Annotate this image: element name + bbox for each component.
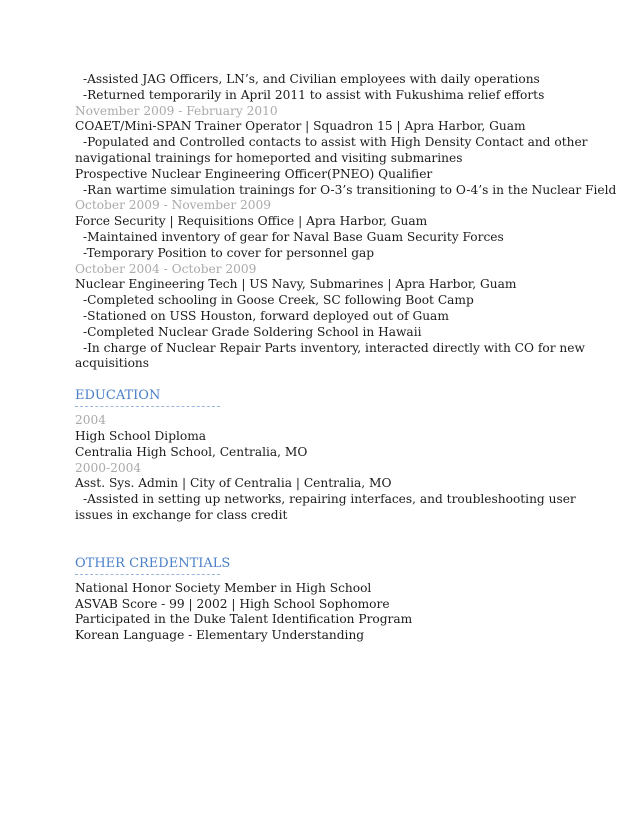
credential-item: Korean Language - Elementary Understanding [75,628,365,643]
credential-item: Participated in the Duke Talent Identification Program [75,612,413,627]
job-dates: October 2004 - October 2009 [75,261,257,276]
credential-item: ASVAB Score - 99 | 2002 | High School Sophomore [75,596,390,611]
job-entry [75,262,598,373]
section-divider [75,574,220,575]
bullet: -Maintained inventory of gear for Naval Base Guam Security Forces [83,229,504,244]
bullet: -Assisted JAG Officers, LN’s, and Civilian employees with daily operations [83,72,540,86]
section-divider [75,406,220,407]
bullet: -Completed schooling in Goose Creek, SC following Boot Camp [83,293,474,308]
job-title: COAET/Mini-SPAN Trainer Operator | Squadron 15 | Apra Harbor, Guam [75,119,526,134]
job-dates: October 2009 - November 2009 [75,198,272,213]
education-entry [75,461,598,524]
education-role: Asst. Sys. Admin | City of Centralia | Centralia, MO [75,476,392,491]
bullet: -Temporary Position to cover for personnel gap [83,245,375,260]
job-title: Force Security | Requisitions Office | Apra Harbor, Guam [75,214,428,229]
education-dates: 2000-2004 [75,460,142,475]
bullet: -Completed Nuclear Grade Soldering School in Hawaii [83,324,422,339]
section-heading: EDUCATION [75,388,161,404]
credential-item: National Honor Society Member in High School [75,580,372,595]
education-section [75,388,598,524]
education-school: Centralia High School, Centralia, MO [75,444,308,459]
education-dates: 2004 [75,413,107,428]
credentials-section [75,556,598,644]
section-heading: OTHER CREDENTIALS [75,555,231,571]
job-entry [75,198,598,261]
bullet: -Assisted in setting up networks, repairing interfaces, and troubleshooting user issues in exchange for class credit [75,492,576,522]
job-entry [75,103,617,199]
bullet: -Populated and Controlled contacts to assist with High Density Contact and other navigational trainings for homeported and visiting submarines [75,135,588,165]
education-entry [75,413,598,460]
bullet: -Ran wartime simulation trainings for O-3’s transitioning to O-4’s in the Nuclear Field [83,182,617,197]
job-title: Nuclear Engineering Tech | US Navy, Submarines | Apra Harbor, Guam [75,277,517,292]
experience-section [75,72,617,372]
job-title: Prospective Nuclear Engineering Officer(PNEO) Qualifier [75,166,433,181]
bullet: -In charge of Nuclear Repair Parts inventory, interacted directly with CO for new acquisitions [75,340,585,371]
bullet: -Stationed on USS Houston, forward deployed out of Guam [83,308,449,323]
education-degree: High School Diploma [75,428,207,443]
job-dates: November 2009 - February 2010 [75,103,278,118]
bullet: -Returned temporarily in April 2011 to assist with Fukushima relief efforts [83,87,545,102]
